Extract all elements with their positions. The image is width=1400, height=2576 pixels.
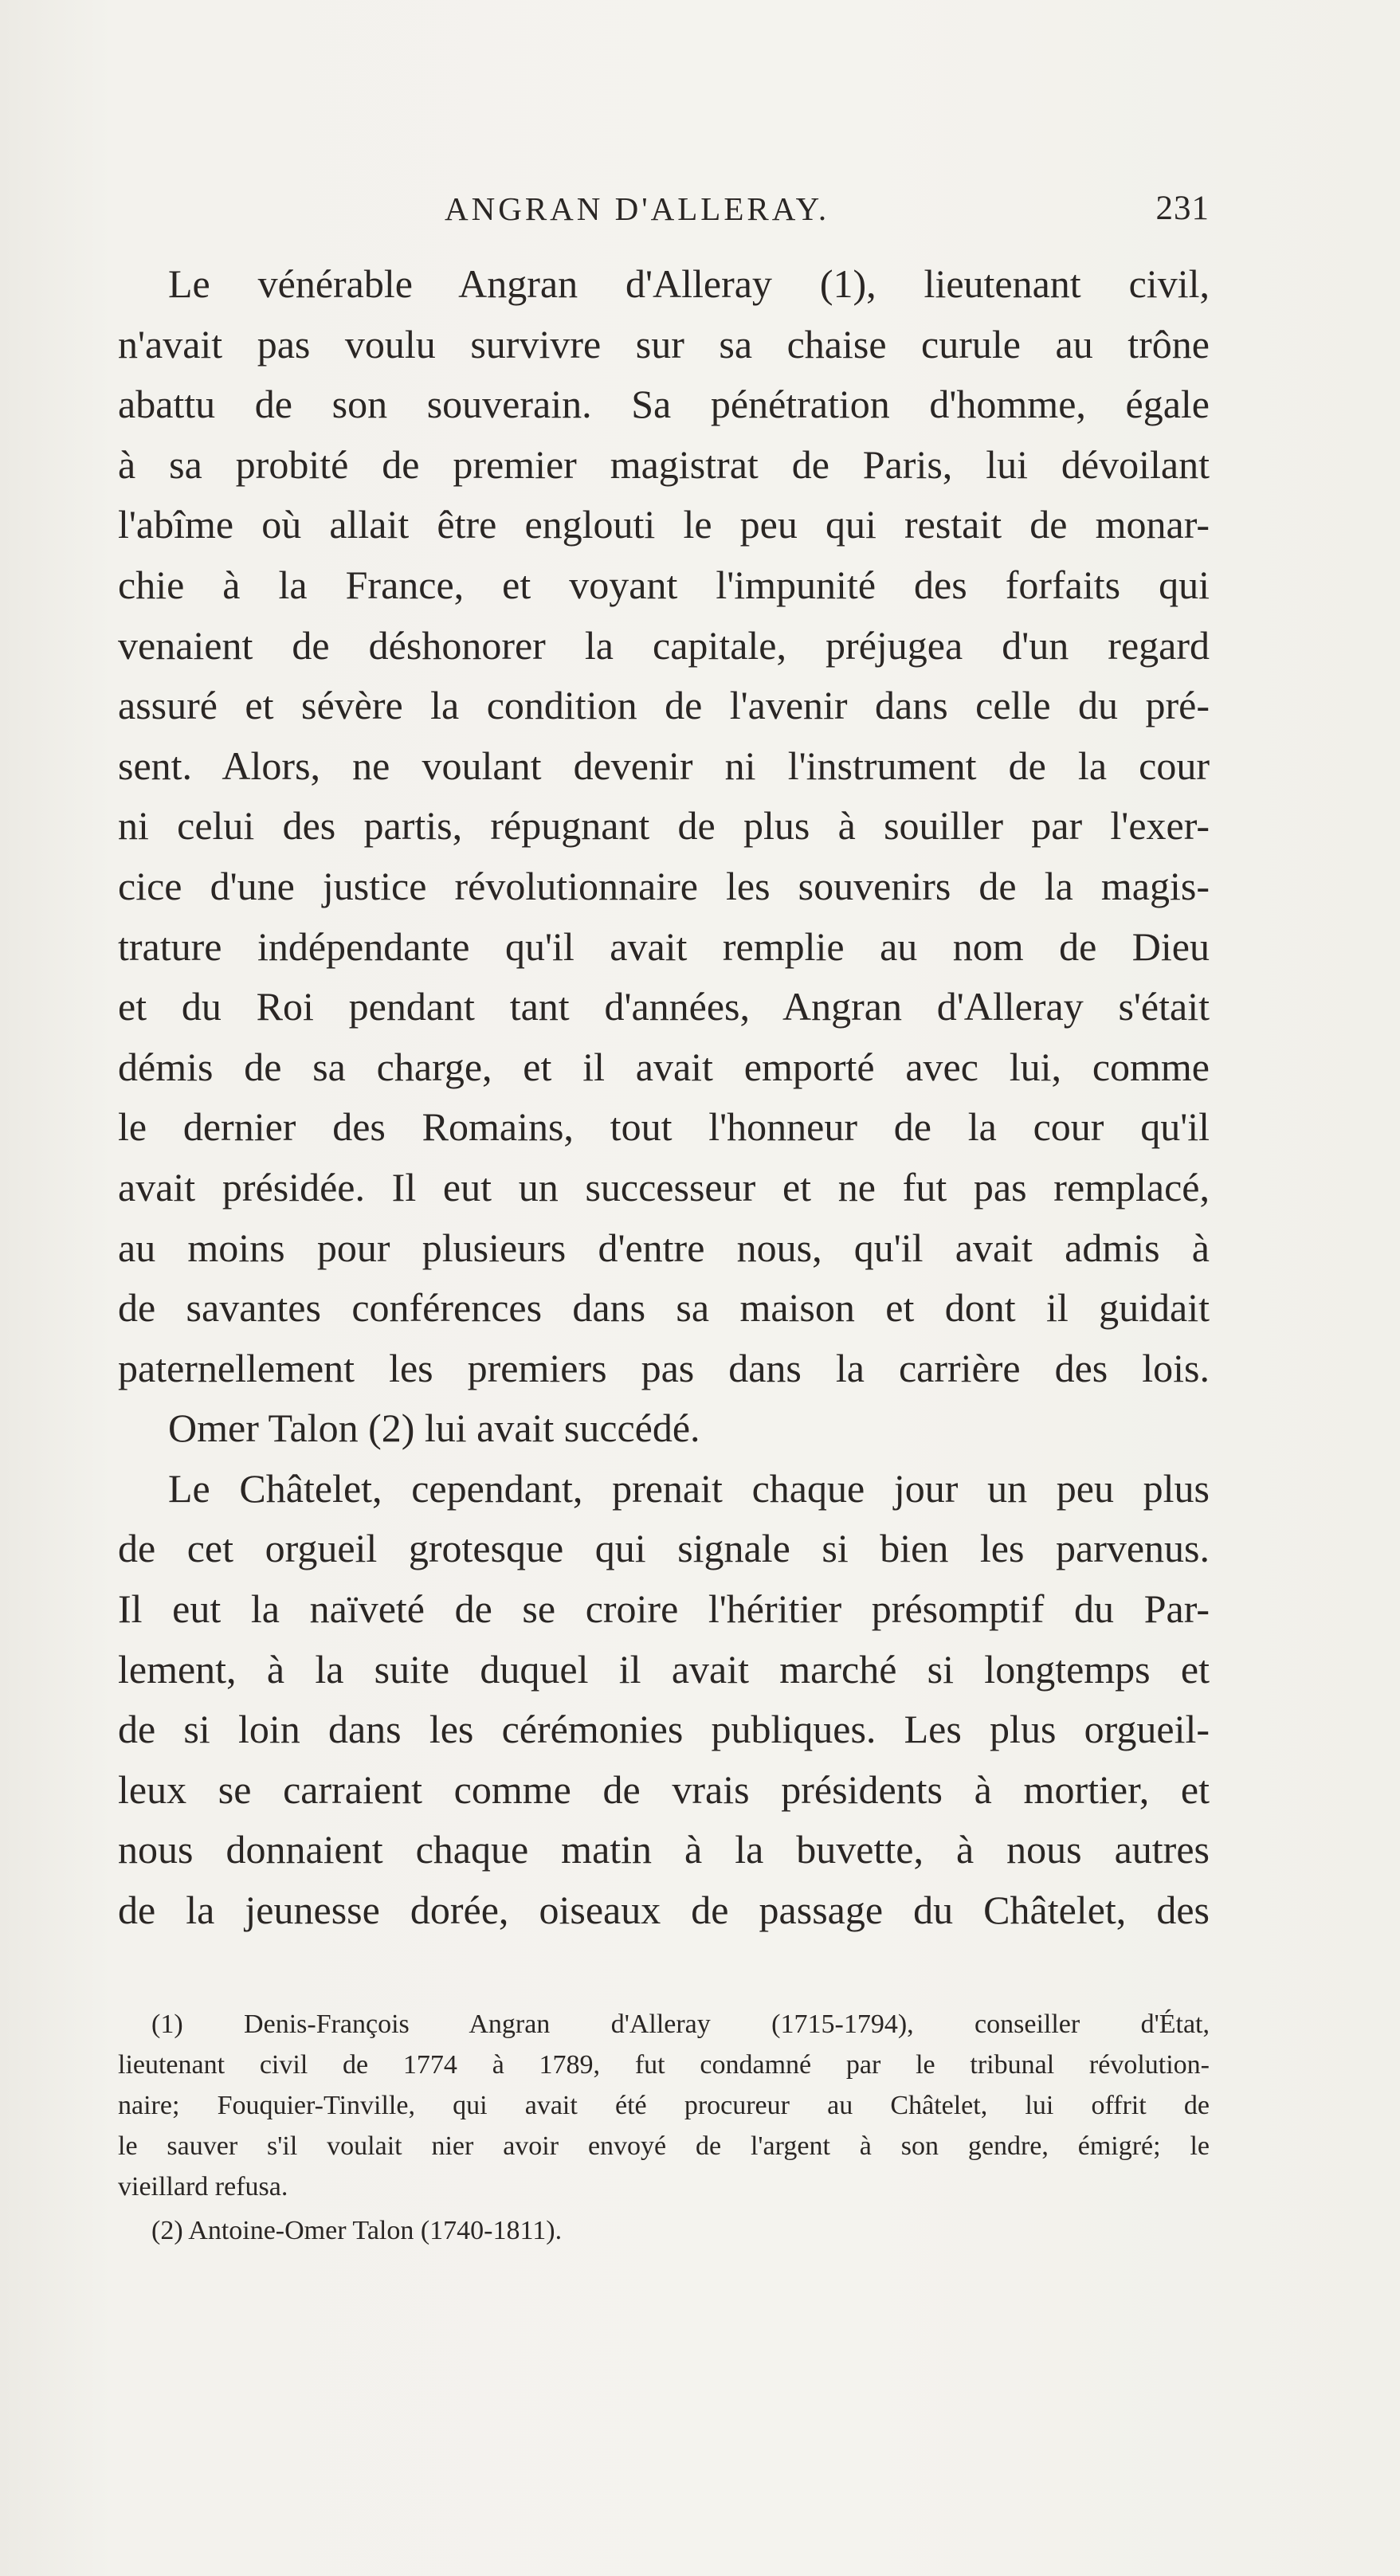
text-line: venaient de déshonorer la capitale, préjugea d'un regard [118,622,1210,668]
text-line: Il eut la naïveté de se croire l'héritier présomptif du Par- [118,1586,1210,1632]
footnotes [118,2004,1210,2251]
text-line: ni celui des partis, répugnant de plus à souiller par l'exer- [118,803,1210,849]
text-line: abattu de son souverain. Sa pénétration d'homme, égale [118,382,1210,427]
text-line: de la jeunesse dorée, oiseaux de passage du Châtelet, des [118,1888,1210,1933]
text-line: sent. Alors, ne voulant devenir ni l'instrument de la cour [118,743,1210,788]
footnote-line: (1) Denis-François Angran d'Alleray (1715-1794), conseiller d'État, [151,2009,1210,2039]
body-text [118,254,1210,1941]
footnote-line: (2) Antoine-Omer Talon (1740-1811). [151,2216,563,2245]
text-line: de si loin dans les cérémonies publiques. Les plus orgueil- [118,1707,1210,1752]
footnote-line: vieillard refusa. [118,2172,288,2202]
text-line: trature indépendante qu'il avait remplie au nom de Dieu [118,923,1210,969]
text-line: démis de sa charge, et il avait emporté avec lui, comme [118,1044,1210,1089]
text-line: Le vénérable Angran d'Alleray (1), lieutenant civil, [168,261,1210,306]
text-line: leux se carraient comme de vrais présidents à mortier, et [118,1766,1210,1812]
text-line: Omer Talon (2) lui avait succédé. [168,1406,700,1451]
text-line: le dernier des Romains, tout l'honneur de la cour qu'il [118,1104,1210,1150]
text-line: à sa probité de premier magistrat de Paris, lui dévoilant [118,441,1210,487]
footnote-line: naire; Fouquier-Tinville, qui avait été procureur au Châtelet, lui offrit de [118,2091,1210,2120]
text-line: cice d'une justice révolutionnaire les souvenirs de la magis- [118,863,1210,908]
running-head [118,185,1210,233]
text-line: nous donnaient chaque matin à la buvette, à nous autres [118,1827,1210,1872]
footnote-line: le sauver s'il voulait nier avoir envoyé de l'argent à son gendre, émigré; le [118,2131,1210,2161]
text-line: paternellement les premiers pas dans la carrière des lois. [118,1345,1210,1390]
page-number: 231 [1155,190,1210,227]
text-line: et du Roi pendant tant d'années, Angran d'Alleray s'était [118,984,1210,1029]
text-line: Le Châtelet, cependant, prenait chaque jour un peu plus [168,1465,1210,1511]
text-line: n'avait pas voulu survivre sur sa chaise curule au trône [118,321,1210,367]
text-line: avait présidée. Il eut un successeur et ne fut pas remplacé, [118,1164,1210,1210]
text-line: l'abîme où allait être englouti le peu qui restait de monar- [118,502,1210,547]
footnote-line: lieutenant civil de 1774 à 1789, fut condamné par le tribunal révolution- [118,2050,1210,2080]
text-line: au moins pour plusieurs d'entre nous, qu'il avait admis à [118,1225,1210,1270]
text-line: assuré et sévère la condition de l'avenir dans celle du pré- [118,683,1210,728]
running-title: ANGRAN D'ALLERAY. [445,190,830,227]
text-line: lement, à la suite duquel il avait marché si longtemps et [118,1646,1210,1692]
text-line: chie à la France, et voyant l'impunité des forfaits qui [118,562,1210,607]
text-line: de savantes conférences dans sa maison et dont il guidait [118,1285,1210,1331]
text-line: de cet orgueil grotesque qui signale si bien les parvenus. [118,1526,1210,1571]
